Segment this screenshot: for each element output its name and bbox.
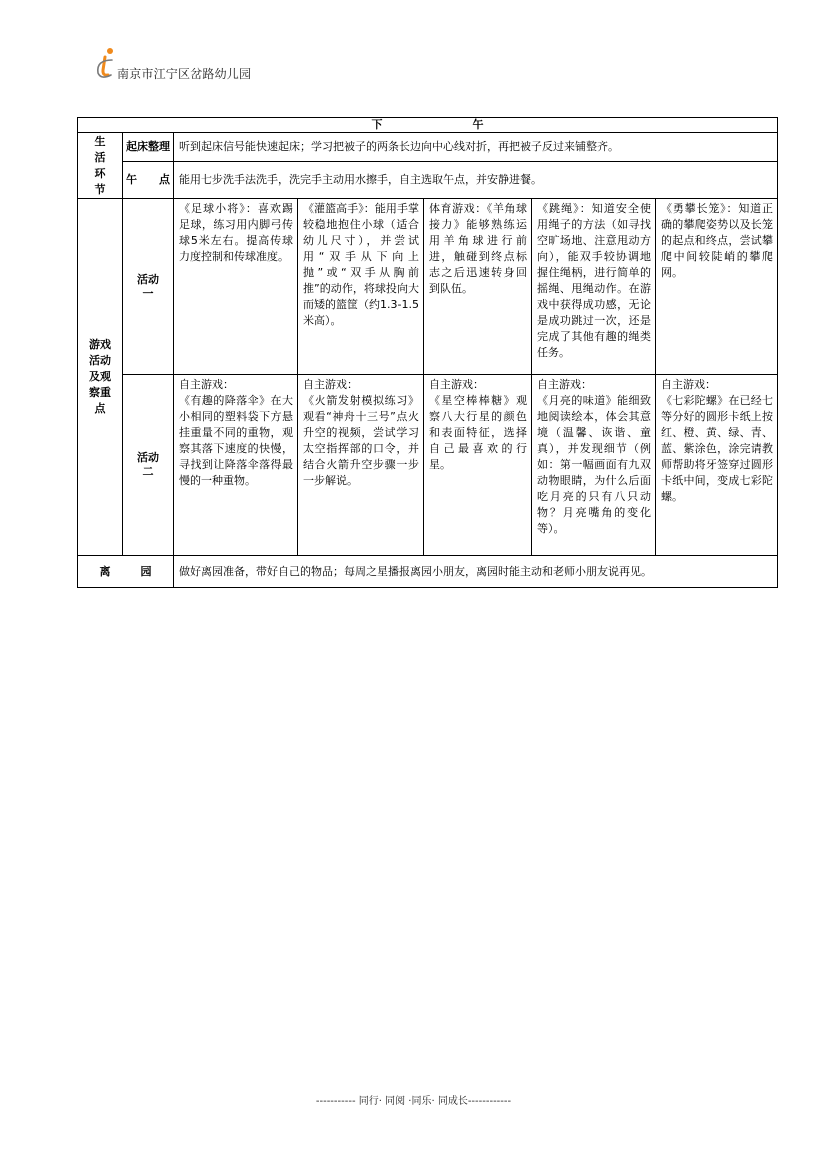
footer-slogan: ----------- 同行· 同阅 ·同乐· 同成长------------	[315, 1096, 512, 1107]
wake-up-text: 听到起床信号能快速起床；学习把被子的两条长边向中心线对折，再把被子反过来铺整齐。	[174, 133, 778, 162]
life-section-label: 生 活 环 节	[78, 133, 123, 199]
activity-one-cell: 《灌篮高手》：能用手掌较稳地抱住小球（适合幼儿尺寸），并尝试用“双手从下向上抛”或“双手从胸前推”的动作，将球投向大而矮的篮筐（约1.3-1.5米高）。	[298, 199, 424, 375]
afternoon-title: 下 午	[78, 118, 778, 133]
snack-text: 能用七步洗手法洗手，洗完手主动用水擦手，自主选取午点，并安静进餐。	[174, 162, 778, 199]
activity-two-cell: 自主游戏： 《星空棒棒糖》观察八大行星的颜色和表面特征，选择自己最喜欢的行星。	[424, 375, 532, 556]
school-header	[90, 46, 420, 82]
wake-up-label: 起床整理	[123, 133, 174, 162]
activity-one-cell: 《跳绳》：知道安全使用绳子的方法（如寻找空旷场地、注意甩动方向），能双手较协调地握住绳柄，进行简单的摇绳、甩绳动作。在游戏中获得成功感，无论是成功跳过一次，还是完成了其他有趣的绳类任务。	[532, 199, 656, 375]
activity-one-cell: 《勇攀长笼》：知道正确的攀爬姿势以及长笼的起点和终点，尝试攀爬中间较陡峭的攀爬网。	[656, 199, 778, 375]
school-logo-icon	[90, 46, 120, 80]
activity-one-cell: 体育游戏：《羊角球接力》能够熟练运用羊角球进行前进，触碰到终点标志之后迅速转身回到队伍。	[424, 199, 532, 375]
games-section-label: 游戏 活动 及观 察重 点	[78, 199, 123, 556]
leave-label: 离 园	[78, 556, 174, 588]
activity-two-cell: 自主游戏： 《月亮的味道》能细致地阅读绘本，体会其意境（温馨、诙谐、童真），并发现细节（例如：第一幅画面有九双动物眼睛，为什么后面吃月亮的只有八只动物？月亮嘴角的变化等）。	[532, 375, 656, 556]
activity-two-cell: 自主游戏： 《有趣的降落伞》在大小相同的塑料袋下方悬挂重量不同的重物，观察其落下速度的快慢，寻找到让降落伞落得最慢的一种重物。	[174, 375, 298, 556]
activity-one-cell: 《足球小将》：喜欢踢足球，练习用内脚弓传球5米左右。提高传球力度控制和传球准度。	[174, 199, 298, 375]
activity-two-cell: 自主游戏： 《火箭发射模拟练习》观看“神舟十三号”点火升空的视频，尝试学习太空指挥部的口令，并结合火箭升空步骤一步一步解说。	[298, 375, 424, 556]
leave-text: 做好离园准备，带好自己的物品；每周之星播报离园小朋友，离园时能主动和老师小朋友说再见。	[174, 556, 778, 588]
activity-two-cell: 自主游戏： 《七彩陀螺》在已经七等分好的圆形卡纸上按红、橙、黄、绿、青、蓝、紫涂色，涂完请教师帮助将牙签穿过圆形卡纸中间，变成七彩陀螺。	[656, 375, 778, 556]
activity-two-label: 活动 二	[123, 375, 174, 556]
afternoon-schedule-table	[77, 117, 778, 588]
school-name: 南京市江宁区岔路幼儿园	[117, 67, 252, 81]
snack-label: 午 点	[123, 162, 174, 199]
activity-one-label: 活动 一	[123, 199, 174, 375]
